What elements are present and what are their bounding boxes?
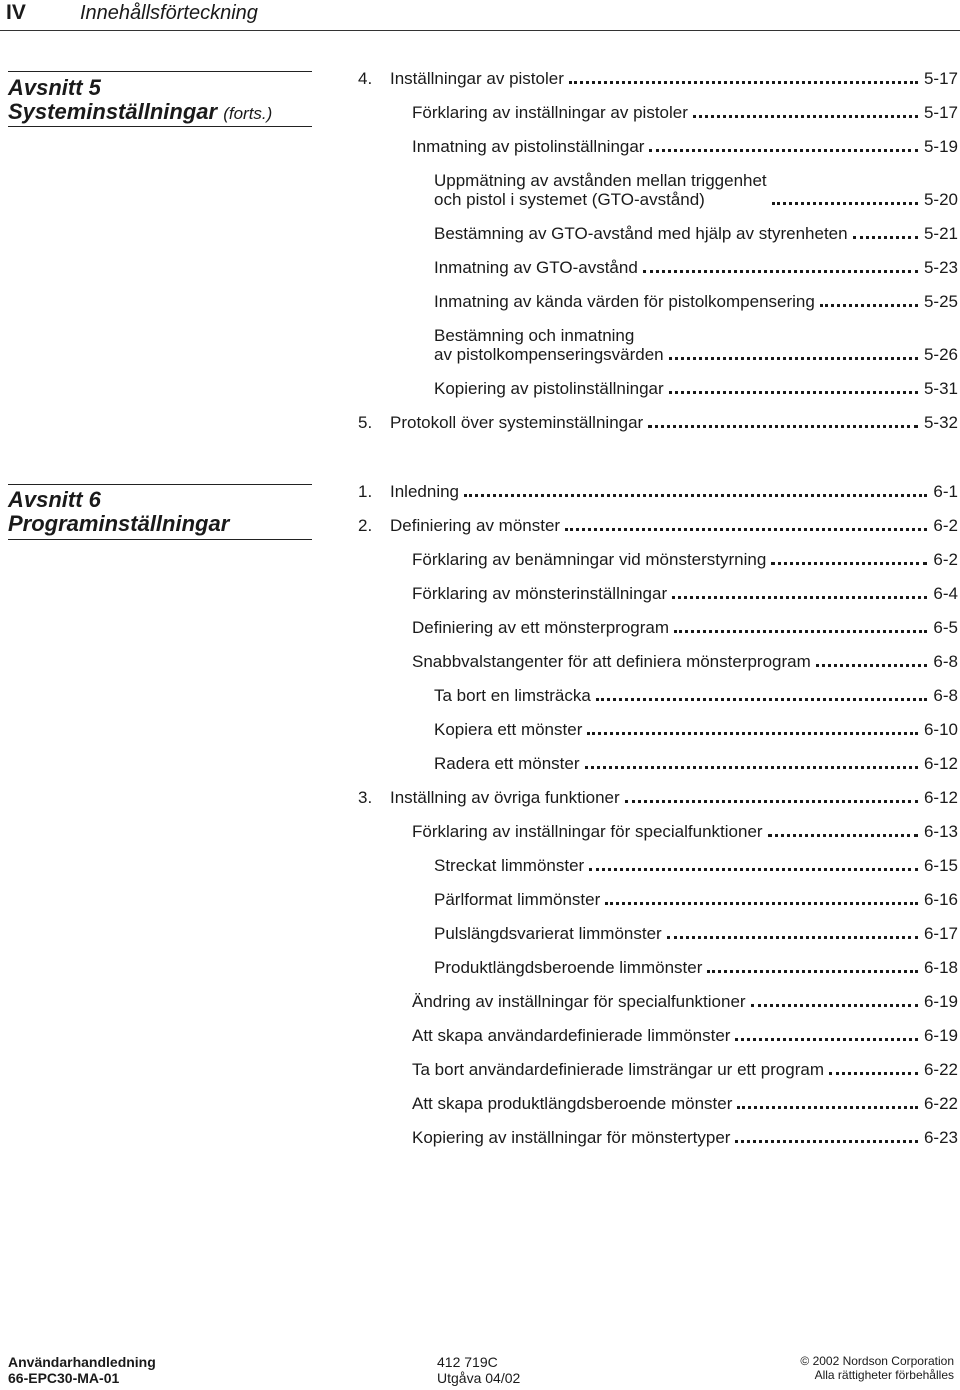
toc-entry[interactable]: Pulslängdsvarierat limmönster 6-17 xyxy=(434,924,958,943)
page-ref: 6-22 xyxy=(923,1094,958,1113)
page-ref: 5-17 xyxy=(923,69,958,88)
leader-dots xyxy=(585,766,918,769)
page-ref: 5-32 xyxy=(923,413,958,432)
leader-dots xyxy=(667,936,918,939)
toc-entry[interactable]: Produktlängdsberoende limmönster 6-18 xyxy=(434,958,958,977)
leader-dots xyxy=(569,81,918,84)
page-number: IV xyxy=(6,1,26,24)
page-ref: 6-19 xyxy=(923,1026,958,1045)
section-note: (forts.) xyxy=(223,104,273,123)
footer-manual-name: Användarhandledning xyxy=(8,1354,156,1370)
section-label: Avsnitt 6 xyxy=(8,487,101,512)
section-label: Avsnitt 5 xyxy=(8,75,101,100)
footer-doc-id: 66-EPC30-MA-01 xyxy=(8,1370,120,1386)
leader-dots xyxy=(853,236,918,239)
toc-entry[interactable]: Inmatning av kända värden för pistolkompensering 5-25 xyxy=(434,292,958,311)
leader-dots xyxy=(768,834,918,837)
page-ref: 6-12 xyxy=(923,754,958,773)
toc-entry[interactable]: Ta bort användardefinierade limsträngar ur ett program 6-22 xyxy=(412,1060,958,1079)
toc-entry[interactable]: Definiering av ett mönsterprogram 6-5 xyxy=(412,618,958,637)
page-ref: 6-12 xyxy=(923,788,958,807)
leader-dots xyxy=(589,868,918,871)
page-header xyxy=(0,0,960,28)
leader-dots xyxy=(707,970,918,973)
toc-entry[interactable]: Kopiering av pistolinställningar 5-31 xyxy=(434,379,958,398)
page-ref: 6-2 xyxy=(933,550,958,569)
page-ref: 6-17 xyxy=(923,924,958,943)
page-ref: 5-20 xyxy=(923,190,958,209)
page-ref: 5-25 xyxy=(923,292,958,311)
page-ref: 6-23 xyxy=(923,1128,958,1147)
page-ref: 6-5 xyxy=(933,618,958,637)
page-ref: 6-13 xyxy=(923,822,958,841)
toc-entry[interactable]: Förklaring av mönsterinställningar 6-4 xyxy=(412,584,958,603)
leader-dots xyxy=(605,902,918,905)
footer-edition: Utgåva 04/02 xyxy=(437,1370,521,1386)
page-title: Innehållsförteckning xyxy=(80,2,258,24)
toc-entry[interactable]: Kopiera ett mönster 6-10 xyxy=(434,720,958,739)
page-ref: 5-26 xyxy=(923,345,958,364)
footer-rights: Alla rättigheter förbehålles xyxy=(814,1368,954,1382)
page-ref: 6-15 xyxy=(923,856,958,875)
toc-entry[interactable]: Streckat limmönster 6-15 xyxy=(434,856,958,875)
page-ref: 5-21 xyxy=(923,224,958,243)
toc-entry[interactable]: Att skapa produktlängdsberoende mönster 6-22 xyxy=(412,1094,958,1113)
toc-entry[interactable]: Uppmätning av avstånden mellan triggenhet och pistol i systemet (GTO-avstånd) 5-20 xyxy=(434,171,958,209)
toc-entry[interactable]: Ta bort en limsträcka 6-8 xyxy=(434,686,958,705)
leader-dots xyxy=(693,115,918,118)
toc-entry[interactable]: Inmatning av pistolinställningar 5-19 xyxy=(412,137,958,156)
toc-entry[interactable]: Kopiering av inställningar för mönstertyper 6-23 xyxy=(412,1128,958,1147)
toc-entry[interactable]: Bestämning och inmatning av pistolkompenseringsvärden 5-26 xyxy=(434,326,958,364)
leader-dots xyxy=(669,357,918,360)
leader-dots xyxy=(625,800,918,803)
leader-dots xyxy=(751,1004,918,1007)
leader-dots xyxy=(772,202,918,205)
toc-entry[interactable]: Snabbvalstangenter för att definiera mönsterprogram 6-8 xyxy=(412,652,958,671)
toc-entry[interactable]: Förklaring av inställningar för specialfunktioner 6-13 xyxy=(412,822,958,841)
leader-dots xyxy=(771,562,927,565)
leader-dots xyxy=(596,698,928,701)
toc-entry[interactable]: Bestämning av GTO-avstånd med hjälp av styrenheten 5-21 xyxy=(434,224,958,243)
toc-entry[interactable]: Förklaring av inställningar av pistoler 5-17 xyxy=(412,103,958,122)
toc-entry[interactable]: Ändring av inställningar för specialfunktioner 6-19 xyxy=(412,992,958,1011)
page-ref: 6-18 xyxy=(923,958,958,977)
toc-entry[interactable]: 2. Definiering av mönster 6-2 xyxy=(358,516,958,535)
leader-dots xyxy=(737,1106,918,1109)
toc-entry[interactable]: Förklaring av benämningar vid mönsterstyrning 6-2 xyxy=(412,550,958,569)
page-ref: 6-4 xyxy=(933,584,958,603)
page-ref: 5-17 xyxy=(923,103,958,122)
toc-entry[interactable]: 3. Inställning av övriga funktioner 6-12 xyxy=(358,788,958,807)
leader-dots xyxy=(464,494,927,497)
footer-part-number: 412 719C xyxy=(437,1354,498,1370)
toc-entry[interactable]: Att skapa användardefinierade limmönster 6-19 xyxy=(412,1026,958,1045)
leader-dots xyxy=(829,1072,918,1075)
leader-dots xyxy=(672,596,927,599)
page-ref: 6-2 xyxy=(933,516,958,535)
toc-entry[interactable]: 4. Inställningar av pistoler 5-17 xyxy=(358,69,958,88)
toc-entry[interactable]: Inmatning av GTO-avstånd 5-23 xyxy=(434,258,958,277)
leader-dots xyxy=(816,664,928,667)
page-ref: 6-22 xyxy=(923,1060,958,1079)
footer-copyright: © 2002 Nordson Corporation xyxy=(800,1354,954,1368)
page-ref: 5-19 xyxy=(923,137,958,156)
leader-dots xyxy=(565,528,927,531)
page-ref: 6-1 xyxy=(933,482,958,501)
section-heading-avsnitt-5 xyxy=(8,71,312,127)
page-ref: 6-19 xyxy=(923,992,958,1011)
section-heading-avsnitt-6 xyxy=(8,484,312,540)
leader-dots xyxy=(669,391,918,394)
leader-dots xyxy=(649,149,918,152)
page-ref: 6-16 xyxy=(923,890,958,909)
toc-entry[interactable]: 5. Protokoll över systeminställningar 5-32 xyxy=(358,413,958,432)
toc-entry[interactable]: Pärlformat limmönster 6-16 xyxy=(434,890,958,909)
page-ref: 5-23 xyxy=(923,258,958,277)
leader-dots xyxy=(648,425,918,428)
page-ref: 6-8 xyxy=(933,652,958,671)
leader-dots xyxy=(735,1140,918,1143)
toc-entry[interactable]: Radera ett mönster 6-12 xyxy=(434,754,958,773)
leader-dots xyxy=(587,732,918,735)
page-ref: 6-8 xyxy=(933,686,958,705)
leader-dots xyxy=(674,630,927,633)
page-ref: 6-10 xyxy=(923,720,958,739)
toc-entry[interactable]: 1. Inledning 6-1 xyxy=(358,482,958,501)
leader-dots xyxy=(643,270,918,273)
section-title: Systeminställningar (forts.) xyxy=(8,99,273,124)
leader-dots xyxy=(735,1038,918,1041)
leader-dots xyxy=(820,304,918,307)
page-ref: 5-31 xyxy=(923,379,958,398)
section-title: Programinställningar xyxy=(8,511,230,536)
header-rule xyxy=(0,30,960,31)
